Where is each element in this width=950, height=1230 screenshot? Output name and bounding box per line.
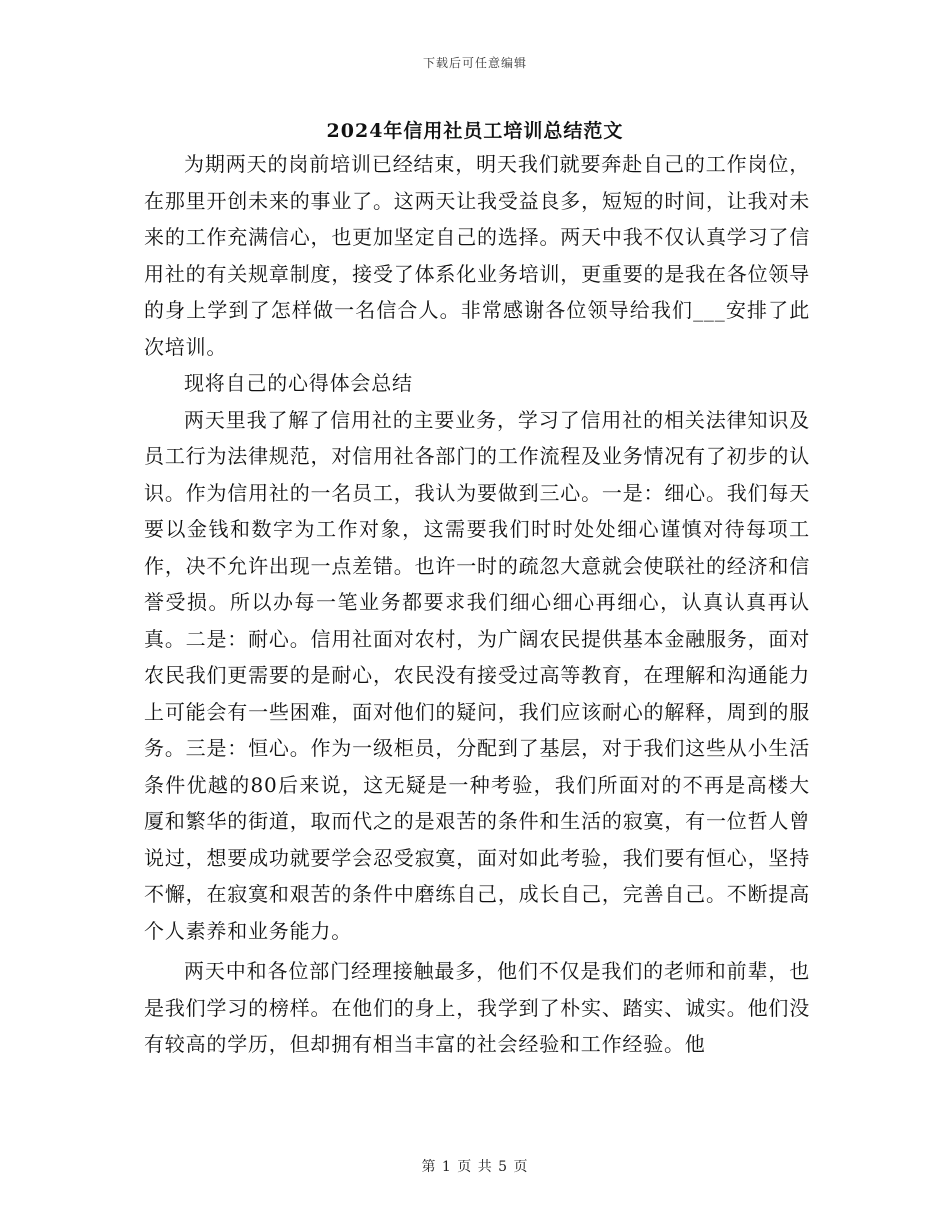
- paragraph-managers: 两天中和各位部门经理接触最多，他们不仅是我们的老师和前辈，也是我们学习的榜样。在他们的身上，我学到了朴实、踏实、诚实。他们没有较高的学历，但却拥有相当丰富的社会经验和工作经验。他: [144, 959, 810, 1056]
- download-note: 下载后可任意编辑: [422, 56, 527, 70]
- paragraph-intro: 为期两天的岗前培训已经结束，明天我们就要奔赴自己的工作岗位，在那里开创未来的事业了。这两天让我受益良多，短短的时间，让我对未来的工作充满信心，也更加坚定自己的选择。两天中我不仅认真学习了信用社的有关规章制度，接受了体系化业务培训，更重要的是我在各位领导的身上学到了怎样做一名信合人。非常感谢各位领导给我们___安排了此次培训。: [144, 152, 810, 359]
- paragraph-summary-lead: 现将自己的心得体会总结: [184, 371, 413, 395]
- paragraph-three-hearts: 两天里我了解了信用社的主要业务，学习了信用社的相关法律知识及员工行为法律规范，对信用社各部门的工作流程及业务情况有了初步的认识。作为信用社的一名员工，我认为要做到三心。一是：细心。我们每天要以金钱和数字为工作对象，这需要我们时时处处细心谨慎对待每项工作，决不允许出现一点差错。也许一时的疏忽大意就会使联社的经济和信誉受损。所以办每一笔业务都要求我们细心细心再细心，认真认真再认真。二是：耐心。信用社面对农村，为广阔农民提供基本金融服务，面对农民我们更需要的是耐心，农民没有接受过高等教育，在理解和沟通能力上可能会有一些困难，面对他们的疑问，我们应该耐心的解释，周到的服务。三是：恒心。作为一级柜员，分配到了基层，对于我们这些从小生活条件优越的80后来说，这无疑是一种考验，我们所面对的不再是高楼大厦和繁华的街道，取而代之的是艰苦的条件和生活的寂寞，有一位哲人曾说过，想要成功就要学会忍受寂寞，面对如此考验，我们要有恒心，坚持不懈，在寂寞和艰苦的条件中磨练自己，成长自己，完善自己。不断提高个人素养和业务能力。: [144, 407, 810, 943]
- page-number: 第 1 页 共 5 页: [421, 1159, 529, 1175]
- document-body: [144, 146, 810, 1063]
- document-title: 2024年信用社员工培训总结范文: [326, 120, 624, 142]
